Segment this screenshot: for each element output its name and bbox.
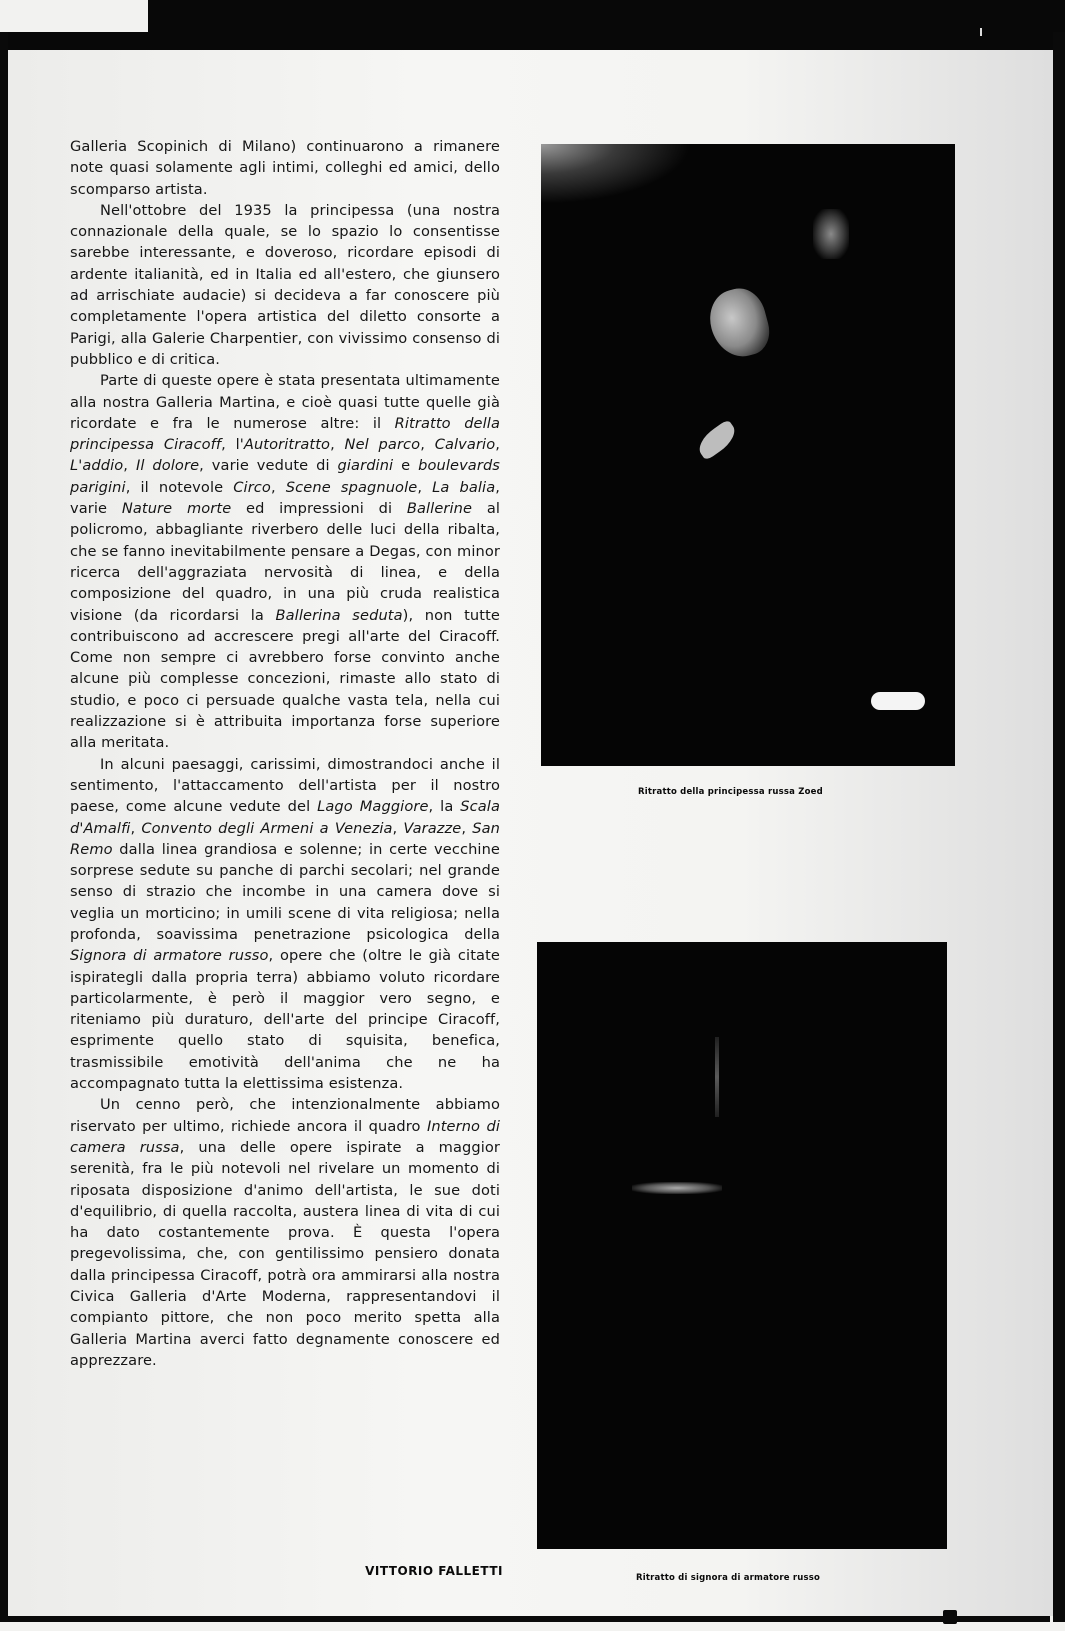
text-run: Galleria Scopinich di Milano) continuarono a rimanere note quasi solamente agli intimi, colleghi ed amici, dello scomparso artista. <box>70 138 500 198</box>
text-run: Un cenno però, che intenzionalmente abbiamo riservato per ultimo, richiede ancora il quadro <box>70 1096 500 1135</box>
artwork-title: Ballerine <box>406 500 473 518</box>
artwork-title: Scene spagnuole <box>285 478 418 496</box>
scan-mark <box>980 28 982 36</box>
scan-border-left <box>0 32 8 1622</box>
text-run: al policromo, abbagliante riverbero delle luci della ribalta, che se fanno inevitabilmente pensare a Degas, con minor ricerca dell'aggraziata nervosità di linea, e della composizione del quadro, in una più cruda realistica visione (da ricordarsi la <box>70 500 501 624</box>
artwork-title: Nel parco <box>344 436 421 454</box>
scan-border-top-band <box>0 32 1065 50</box>
text-run: , <box>330 436 345 454</box>
image-light-streak <box>632 1182 722 1194</box>
text-run: , <box>392 819 404 837</box>
text-run: , <box>417 478 433 496</box>
artwork-title: Varazze <box>403 819 462 837</box>
image-detail-highlight <box>813 209 849 259</box>
scan-border-bottom <box>0 1616 1050 1622</box>
article-text-column <box>70 136 500 1371</box>
artwork-title: Calvario <box>434 436 496 454</box>
artwork-title: Circo <box>233 478 271 496</box>
artwork-title: San Remo <box>70 819 501 858</box>
article-paragraph <box>70 200 500 370</box>
text-run: In alcuni paesaggi, carissimi, dimostrandoci anche il sentimento, l'attaccamento dell'artista per il nostro paese, come alcune vedute del <box>70 755 500 816</box>
text-run: dalla linea grandiosa e solenne; in certe vecchine sorprese sedute su panche di parchi secolari; nel grande senso di strazio che incombe in una camera dove si veglia un morticino; in umili scene di vita religiosa; nella profonda, soavissima penetrazione psicologica della <box>70 840 500 943</box>
text-run: , il notevole <box>125 478 234 496</box>
article-paragraph <box>70 136 500 200</box>
figure-caption: Ritratto della principessa russa Zoed <box>638 787 823 797</box>
text-run: Nell'ottobre del 1935 la principessa (una nostra connazionale della quale, se lo spazio lo consentisse sarebbe interessante, e doveroso, ricordare episodi di ardente italianità, ed in Italia ed all'estero, che giunsero ad arrischiate audacie) si decideva a far conoscere più completamente l'opera artistica del diletto consorte a Parigi, alla Galerie Charpentier, con vivissimo consenso di pubblico e di critica. <box>70 201 500 368</box>
artwork-title: Il dolore <box>135 457 200 475</box>
image-face-highlight <box>703 283 775 363</box>
text-run: ed impressioni di <box>231 500 407 518</box>
artwork-title: Ballerina seduta <box>275 606 403 624</box>
figure-caption: Ritratto di signora di armatore russo <box>636 1573 821 1583</box>
artwork-title: Nature morte <box>121 500 232 518</box>
text-run: , l' <box>221 436 244 454</box>
image-glare-spot <box>871 692 925 710</box>
text-run: ), non tutte contribuiscono ad accrescere pregi all'arte del Ciracoff. Come non sempre ci avrebbero forse convinto anche alcune più complesse concezioni, rimaste allo stato di studio, e poco ci persuade qualche vasta tela, nella cui realizzazione si è attribuita importanza forse superiore alla meritata. <box>70 606 500 752</box>
text-run: , <box>123 457 136 475</box>
artwork-title: giardini <box>337 457 394 475</box>
artwork-title: Lago Maggiore <box>317 798 429 816</box>
text-run: , opere che (oltre le già citate ispirategli dalla propria terra) abbiamo voluto ricordare particolarmente, è però il maggior vero segno, e riteniamo più duraturo, dell'arte del principe Ciracoff, esprimente quello stato di squisita, benefica, trasmissibile emotività dell'anima che ne ha accompagnato tutta la elettissima esistenza. <box>70 947 500 1093</box>
artwork-title: Autoritratto <box>243 436 331 454</box>
text-run: , <box>495 436 500 454</box>
image-light-patch <box>541 144 691 204</box>
article-paragraph <box>70 370 500 753</box>
text-run: , <box>270 478 286 496</box>
figure-portrait-princess <box>541 144 955 766</box>
artwork-title: boulevards parigini <box>70 457 501 496</box>
figure-portrait-shipowner-wife <box>537 942 947 1549</box>
text-run: , varie <box>70 478 501 518</box>
artwork-title: Interno di camera russa <box>70 1117 500 1156</box>
text-run: Parte di queste opere è stata presentata ultimamente alla nostra Galleria Martina, e cioè quasi tutte quelle già ricordate e fra le numerose altre: il <box>70 372 500 432</box>
text-run: e <box>393 457 419 475</box>
text-run: , varie vedute di <box>199 457 338 475</box>
text-run: , <box>461 819 473 837</box>
text-run: , <box>130 819 142 837</box>
scan-border-right <box>1053 32 1065 1622</box>
artwork-title: L'addio <box>70 457 124 475</box>
author-signature: VITTORIO FALLETTI <box>365 1564 503 1578</box>
article-paragraph <box>70 1094 500 1371</box>
image-hand-highlight <box>693 419 740 461</box>
artwork-title: Convento degli Armeni a Venezia <box>141 819 393 837</box>
magazine-page <box>8 50 1053 1616</box>
image-figure-outline <box>715 1037 719 1117</box>
artwork-title: La balia <box>432 478 496 496</box>
article-paragraph <box>70 754 500 1095</box>
text-run: , la <box>428 798 461 816</box>
text-run: , una delle opere ispirate a maggior serenità, fra le più notevoli nel rivelare un momento di riposata disposizione d'animo dell'artista, le sue doti d'equilibrio, di quella raccolta, austera linea di vita di cui ha dato costantemente prova. È questa l'opera pregevolissima, che, con gentilissimo pensiero donata dalla principessa Ciracoff, potrà ora ammirarsi alla nostra Civica Galleria d'Arte Moderna, rappresentandovi il compianto pittore, che non poco merito spetta alla Galleria Martina averci fatto degnamente conoscere ed apprezzare. <box>70 1138 500 1369</box>
artwork-title: Scala d'Amalfi <box>70 798 501 837</box>
artwork-title: Signora di armatore russo <box>70 947 269 965</box>
text-run: , <box>420 436 435 454</box>
artwork-title: Ritratto della principessa Ciracoff <box>70 414 500 454</box>
